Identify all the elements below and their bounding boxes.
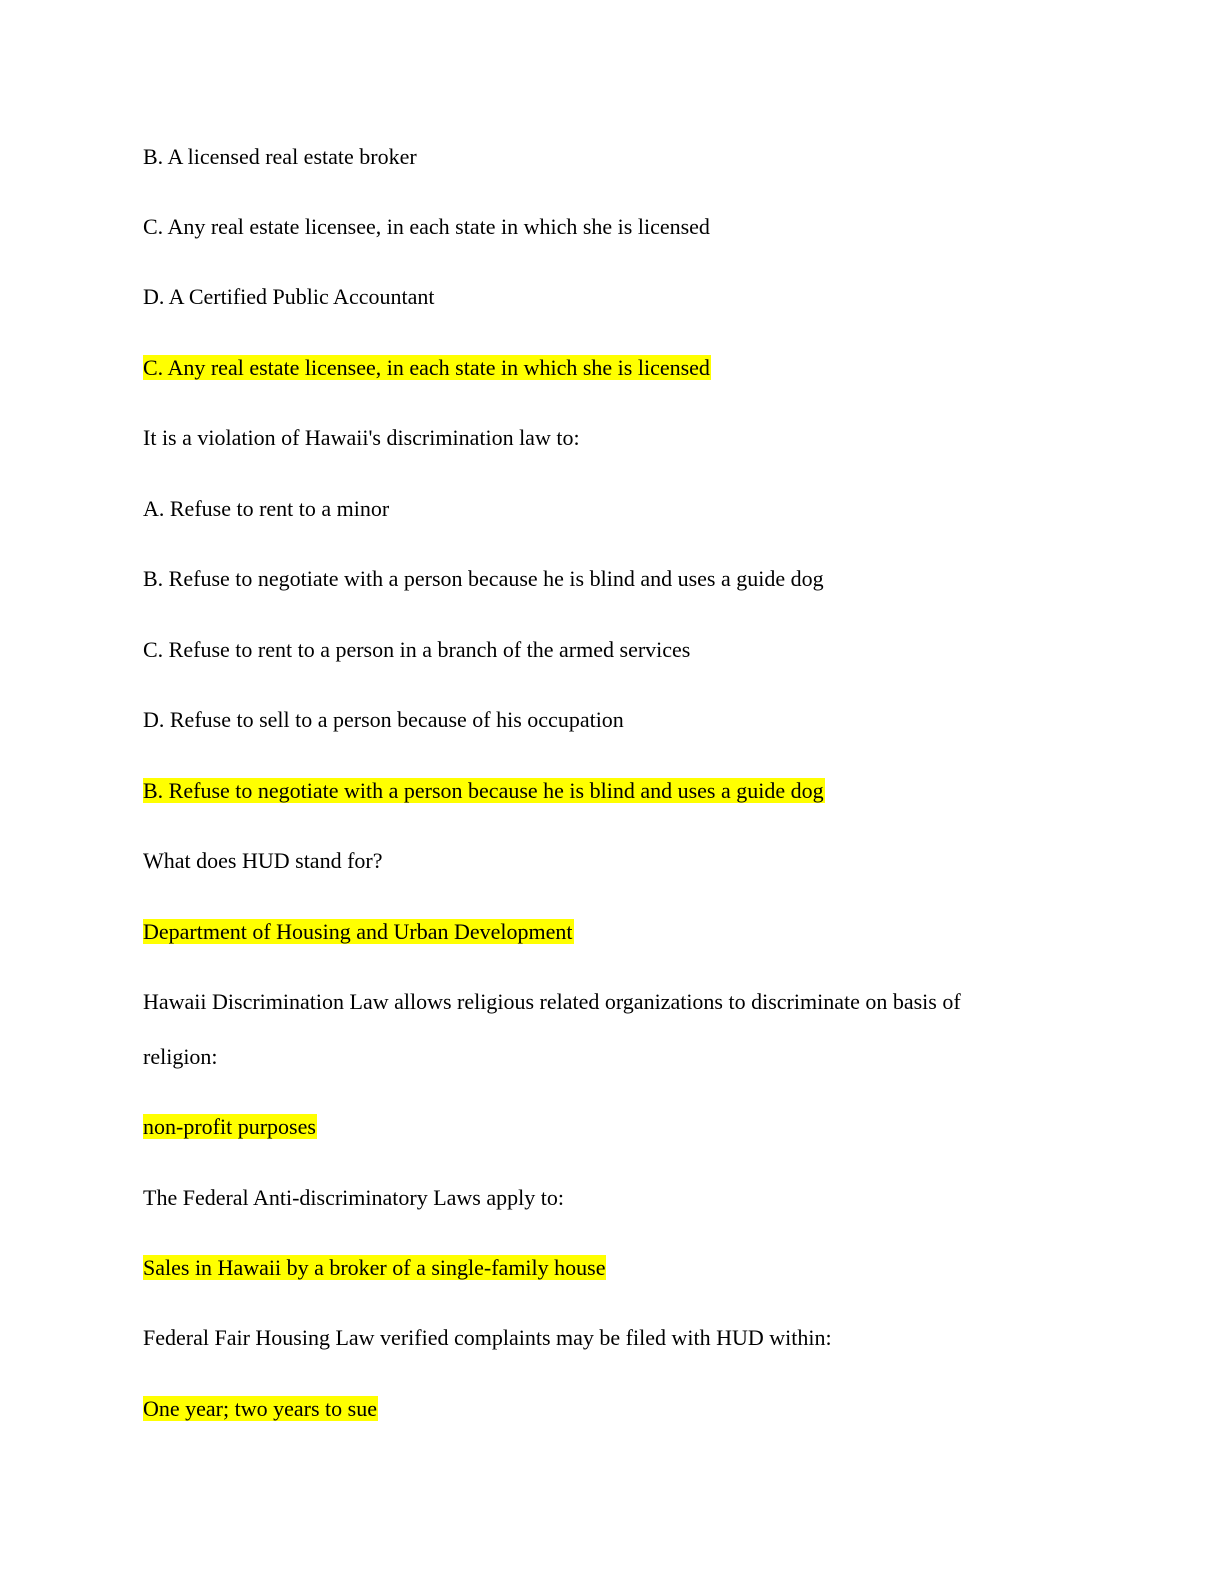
option-c-text: C. Refuse to rent to a person in a branch of the armed services [143, 637, 691, 662]
option-d-text: D. Refuse to sell to a person because of his occupation [143, 707, 624, 732]
question-text: Hawaii Discrimination Law allows religious related organizations to discriminate on basis of [143, 989, 961, 1014]
question-line [143, 1184, 564, 1212]
question-text: The Federal Anti-discriminatory Laws apply to: [143, 1185, 564, 1210]
highlighted-answer: Department of Housing and Urban Development [143, 919, 573, 944]
option-b-text: B. A licensed real estate broker [143, 144, 417, 169]
question-line [143, 1324, 832, 1352]
highlighted-answer: One year; two years to sue [143, 1396, 377, 1421]
answer-line [143, 777, 825, 805]
option-d-line [143, 706, 624, 734]
answer-line [143, 1395, 378, 1423]
answer-line [143, 1254, 606, 1282]
answer-line [143, 1113, 317, 1141]
option-b-line [143, 143, 417, 171]
question-text: What does HUD stand for? [143, 848, 383, 873]
answer-line [143, 354, 711, 382]
highlighted-answer: B. Refuse to negotiate with a person because he is blind and uses a guide dog [143, 778, 824, 803]
option-a-line [143, 495, 389, 523]
option-c-line [143, 213, 710, 241]
question-text: Federal Fair Housing Law verified complaints may be filed with HUD within: [143, 1325, 832, 1350]
option-b-text: B. Refuse to negotiate with a person because he is blind and uses a guide dog [143, 566, 824, 591]
question-text: religion: [143, 1044, 218, 1069]
option-d-text: D. A Certified Public Accountant [143, 284, 435, 309]
question-line [143, 988, 961, 1016]
question-continuation-line [143, 1043, 218, 1071]
option-d-line [143, 283, 434, 311]
option-c-line [143, 636, 690, 664]
answer-line [143, 918, 574, 946]
question-line [143, 424, 580, 452]
option-c-text: C. Any real estate licensee, in each state in which she is licensed [143, 214, 710, 239]
question-text: It is a violation of Hawaii's discrimination law to: [143, 425, 580, 450]
option-b-line [143, 565, 824, 593]
highlighted-answer: non-profit purposes [143, 1114, 316, 1139]
option-a-text: A. Refuse to rent to a minor [143, 496, 390, 521]
highlighted-answer: Sales in Hawaii by a broker of a single-family house [143, 1255, 606, 1280]
highlighted-answer: C. Any real estate licensee, in each state in which she is licensed [143, 355, 710, 380]
question-line [143, 847, 383, 875]
